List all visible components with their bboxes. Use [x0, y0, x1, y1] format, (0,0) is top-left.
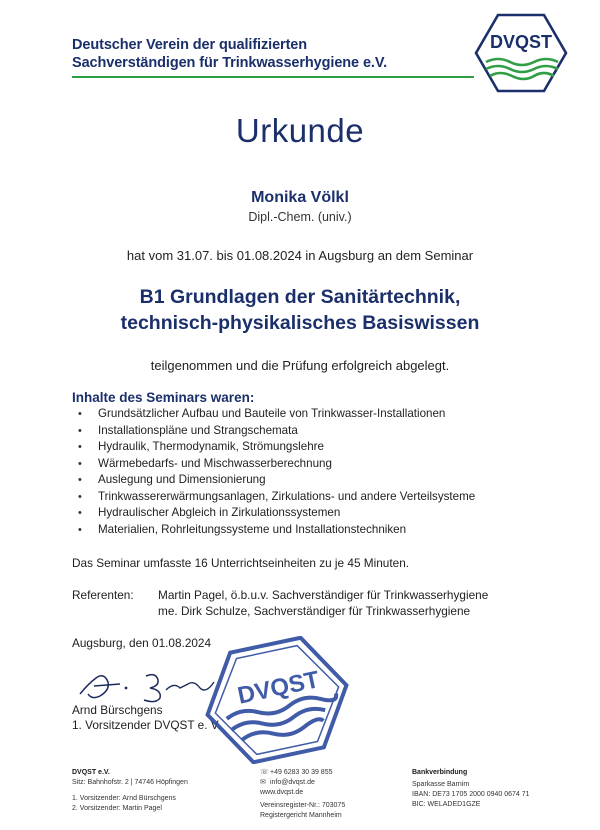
list-item: • Hydraulischer Abgleich in Zirkulationssystemen	[78, 505, 475, 522]
speakers-label: Referenten:	[72, 588, 134, 602]
speaker-2: me. Dirk Schulze, Sachverständiger für Trinkwasserhygiene	[158, 604, 471, 618]
footer-bic: BIC: WELADED1GZE	[412, 801, 481, 808]
email-icon: ✉	[260, 779, 266, 786]
bullet-icon: •	[78, 457, 82, 470]
speaker-1: Martin Pagel, ö.b.u.v. Sachverständiger für Trinkwasserhygiene	[158, 588, 489, 602]
organization-name-line2: Sachverständigen für Trinkwasserhygiene e.V.	[72, 55, 388, 71]
signatory-role: 1. Vorsitzender DVQST e. V.	[72, 718, 221, 732]
seminar-title	[0, 284, 600, 336]
signatory-name: Arnd Bürschgens	[72, 703, 163, 717]
list-item: • Trinkwassererwärmungsanlagen, Zirkulations- und andere Verteilsysteme	[78, 489, 475, 506]
recipient-degree: Dipl.-Chem. (univ.)	[248, 210, 352, 224]
footer-org-name: DVQST e.V.	[72, 769, 110, 776]
organization-name	[72, 36, 387, 72]
list-item: • Hydraulik, Thermodynamik, Strömungslehre	[78, 439, 475, 456]
bullet-icon: •	[78, 474, 82, 486]
footer-register-no: Vereinsregister-Nr.: 703075	[260, 802, 346, 809]
bullet-icon: •	[78, 424, 82, 437]
stamp-text: DVQST	[235, 666, 322, 710]
list-item: • Materialien, Rohrleitungssysteme und Installationstechniken	[78, 522, 475, 539]
bullet-icon: •	[78, 408, 82, 420]
footer-bank-title: Bankverbindung	[412, 769, 468, 776]
logo-text: DVQST	[489, 32, 553, 52]
footer-chair-1: 1. Vorsitzender: Arnd Bürschgens	[72, 795, 176, 802]
contents-heading: Inhalte des Seminars waren:	[72, 390, 255, 405]
bullet-icon: •	[78, 441, 82, 453]
recipient-name: Monika Völkl	[251, 189, 349, 206]
footer-web[interactable]: www.dvqst.de	[260, 789, 304, 796]
footer-email[interactable]: info@dvqst.de	[270, 779, 315, 786]
list-item: • Grundsätzlicher Aufbau und Bauteile von Trinkwasser-Installationen	[78, 406, 475, 423]
phone-icon: ☏	[260, 769, 269, 776]
footer-org-info	[72, 768, 188, 814]
list-item: • Auslegung und Dimensionierung	[78, 472, 475, 489]
passed-statement: teilgenommen und die Prüfung erfolgreich abgelegt.	[150, 358, 450, 373]
bullet-icon: •	[78, 490, 82, 503]
list-item: • Installationspläne und Strangschemata	[78, 423, 475, 440]
dvqst-stamp	[196, 636, 358, 764]
dvqst-logo	[474, 12, 568, 94]
list-item: • Wärmebedarfs- und Mischwasserberechnung	[78, 456, 475, 473]
footer-chair-2: 2. Vorsitzender: Martin Pagel	[72, 805, 162, 812]
seminar-units: Das Seminar umfasste 16 Unterrichtseinheiten zu je 45 Minuten.	[72, 556, 410, 570]
seminar-title-line2: technisch-physikalisches Basiswissen	[120, 312, 480, 334]
header-divider	[72, 76, 474, 78]
seminar-title-line1: B1 Grundlagen der Sanitärtechnik,	[139, 286, 461, 308]
footer-bank-name: Sparkasse Barnim	[412, 781, 470, 788]
bullet-icon: •	[78, 523, 82, 536]
certificate-title: Urkunde	[235, 112, 365, 149]
footer-court: Registergericht Mannheim	[260, 812, 342, 819]
seminar-topics-list	[78, 406, 475, 538]
place-and-date: Augsburg, den 01.08.2024	[72, 636, 212, 650]
organization-name-line1: Deutscher Verein der qualifizierten	[72, 37, 308, 53]
footer-phone: +49 6283 30 39 855	[270, 769, 333, 776]
footer-bank-info	[412, 768, 530, 810]
footer-address: Sitz: Bahnhofstr. 2 | 74746 Höpfingen	[72, 779, 188, 786]
attendance-statement: hat vom 31.07. bis 01.08.2024 in Augsburg an dem Seminar	[126, 248, 474, 263]
footer-iban: IBAN: DE73 1705 2000 0940 0674 71	[412, 791, 530, 798]
bullet-icon: •	[78, 507, 82, 519]
footer-contact-info	[260, 768, 345, 821]
